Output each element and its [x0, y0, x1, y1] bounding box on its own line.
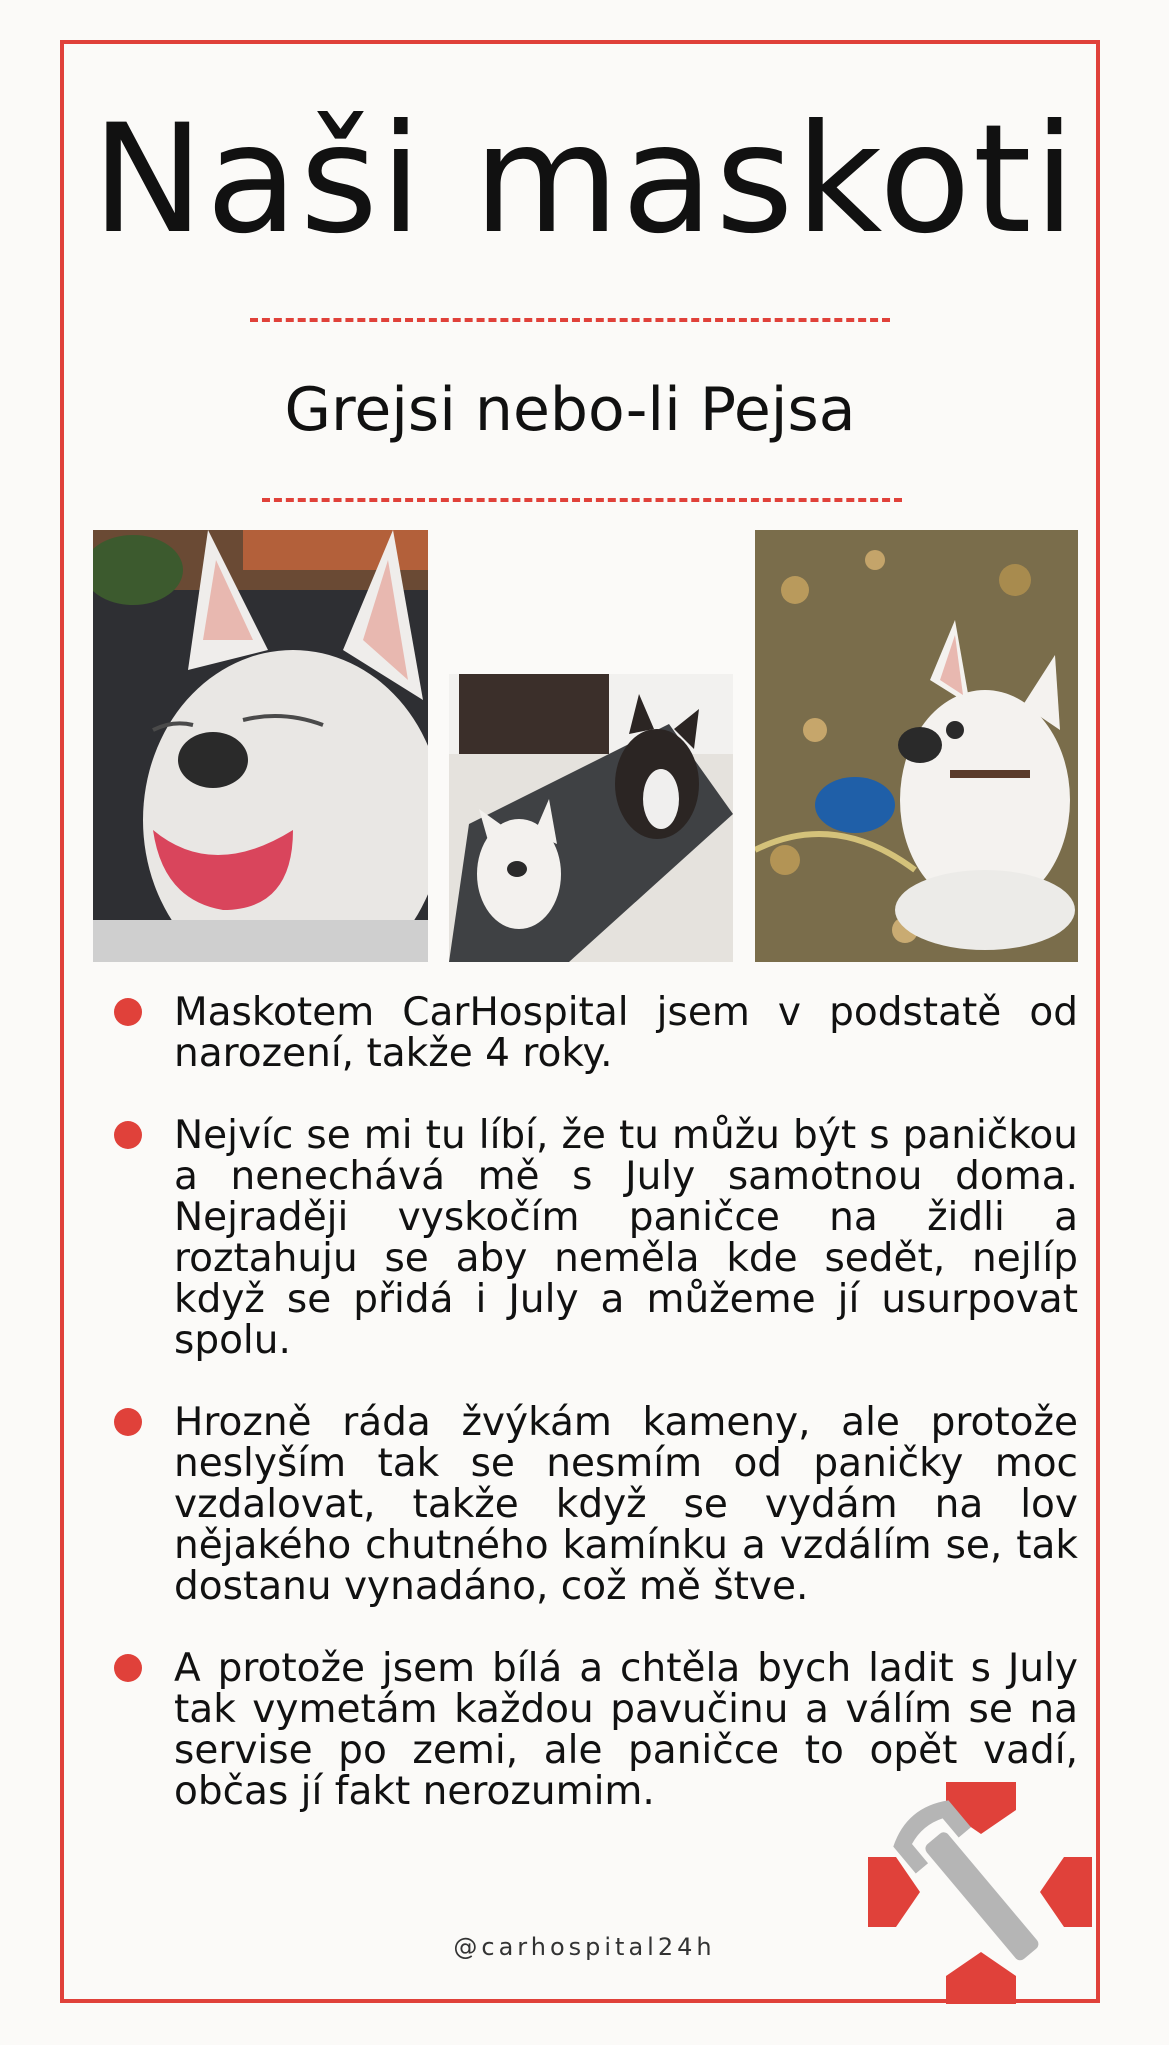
fact-text: Nejvíc se mi tu líbí, že tu můžu být s paničkou a nenechává mě s July samotnou doma. Nejraději vyskočím paničce na židli a roztahuju se aby neměla kde sedět, nejlíp když se přidá i July a můžeme jí usurpovat spolu. — [174, 1113, 1078, 1363]
list-item — [112, 992, 1078, 1074]
french-bulldog-outdoor-photo — [755, 530, 1078, 962]
social-handle: @carhospital24h — [453, 1933, 716, 1961]
bullet-dot-icon — [114, 1408, 142, 1436]
mascot-facts-list — [112, 992, 1078, 1853]
bullet-dot-icon — [114, 998, 142, 1026]
bullet-dot-icon — [114, 1654, 142, 1682]
page-title: Naši maskoti — [91, 93, 1078, 267]
two-french-bulldogs-photo — [449, 674, 733, 962]
dashed-divider-top — [250, 318, 890, 322]
fact-text: Maskotem CarHospital jsem v podstatě od narození, takže 4 roky. — [174, 990, 1078, 1076]
french-bulldog-closeup-photo — [93, 530, 428, 962]
fact-text: Hrozně ráda žvýkám kameny, ale protože neslyším tak se nesmím od paničky moc vzdalovat, takže když se vydám na lov nějakého chutného kamínku a vzdálím se, tak dostanu vynadáno, což mě štve. — [174, 1400, 1078, 1609]
list-item — [112, 1402, 1078, 1607]
carhospital-wrench-logo-icon — [868, 1782, 1092, 2004]
dashed-divider-bottom — [262, 498, 902, 502]
mascot-name-subtitle: Grejsi nebo-li Pejsa — [284, 375, 856, 445]
fact-text: A protože jsem bílá a chtěla bych ladit s July tak vymetám každou pavučinu a válím se na servise po zemi, ale paničce to opět vadí, občas jí fakt nerozumim. — [174, 1646, 1078, 1814]
list-item — [112, 1115, 1078, 1361]
bullet-dot-icon — [114, 1121, 142, 1149]
